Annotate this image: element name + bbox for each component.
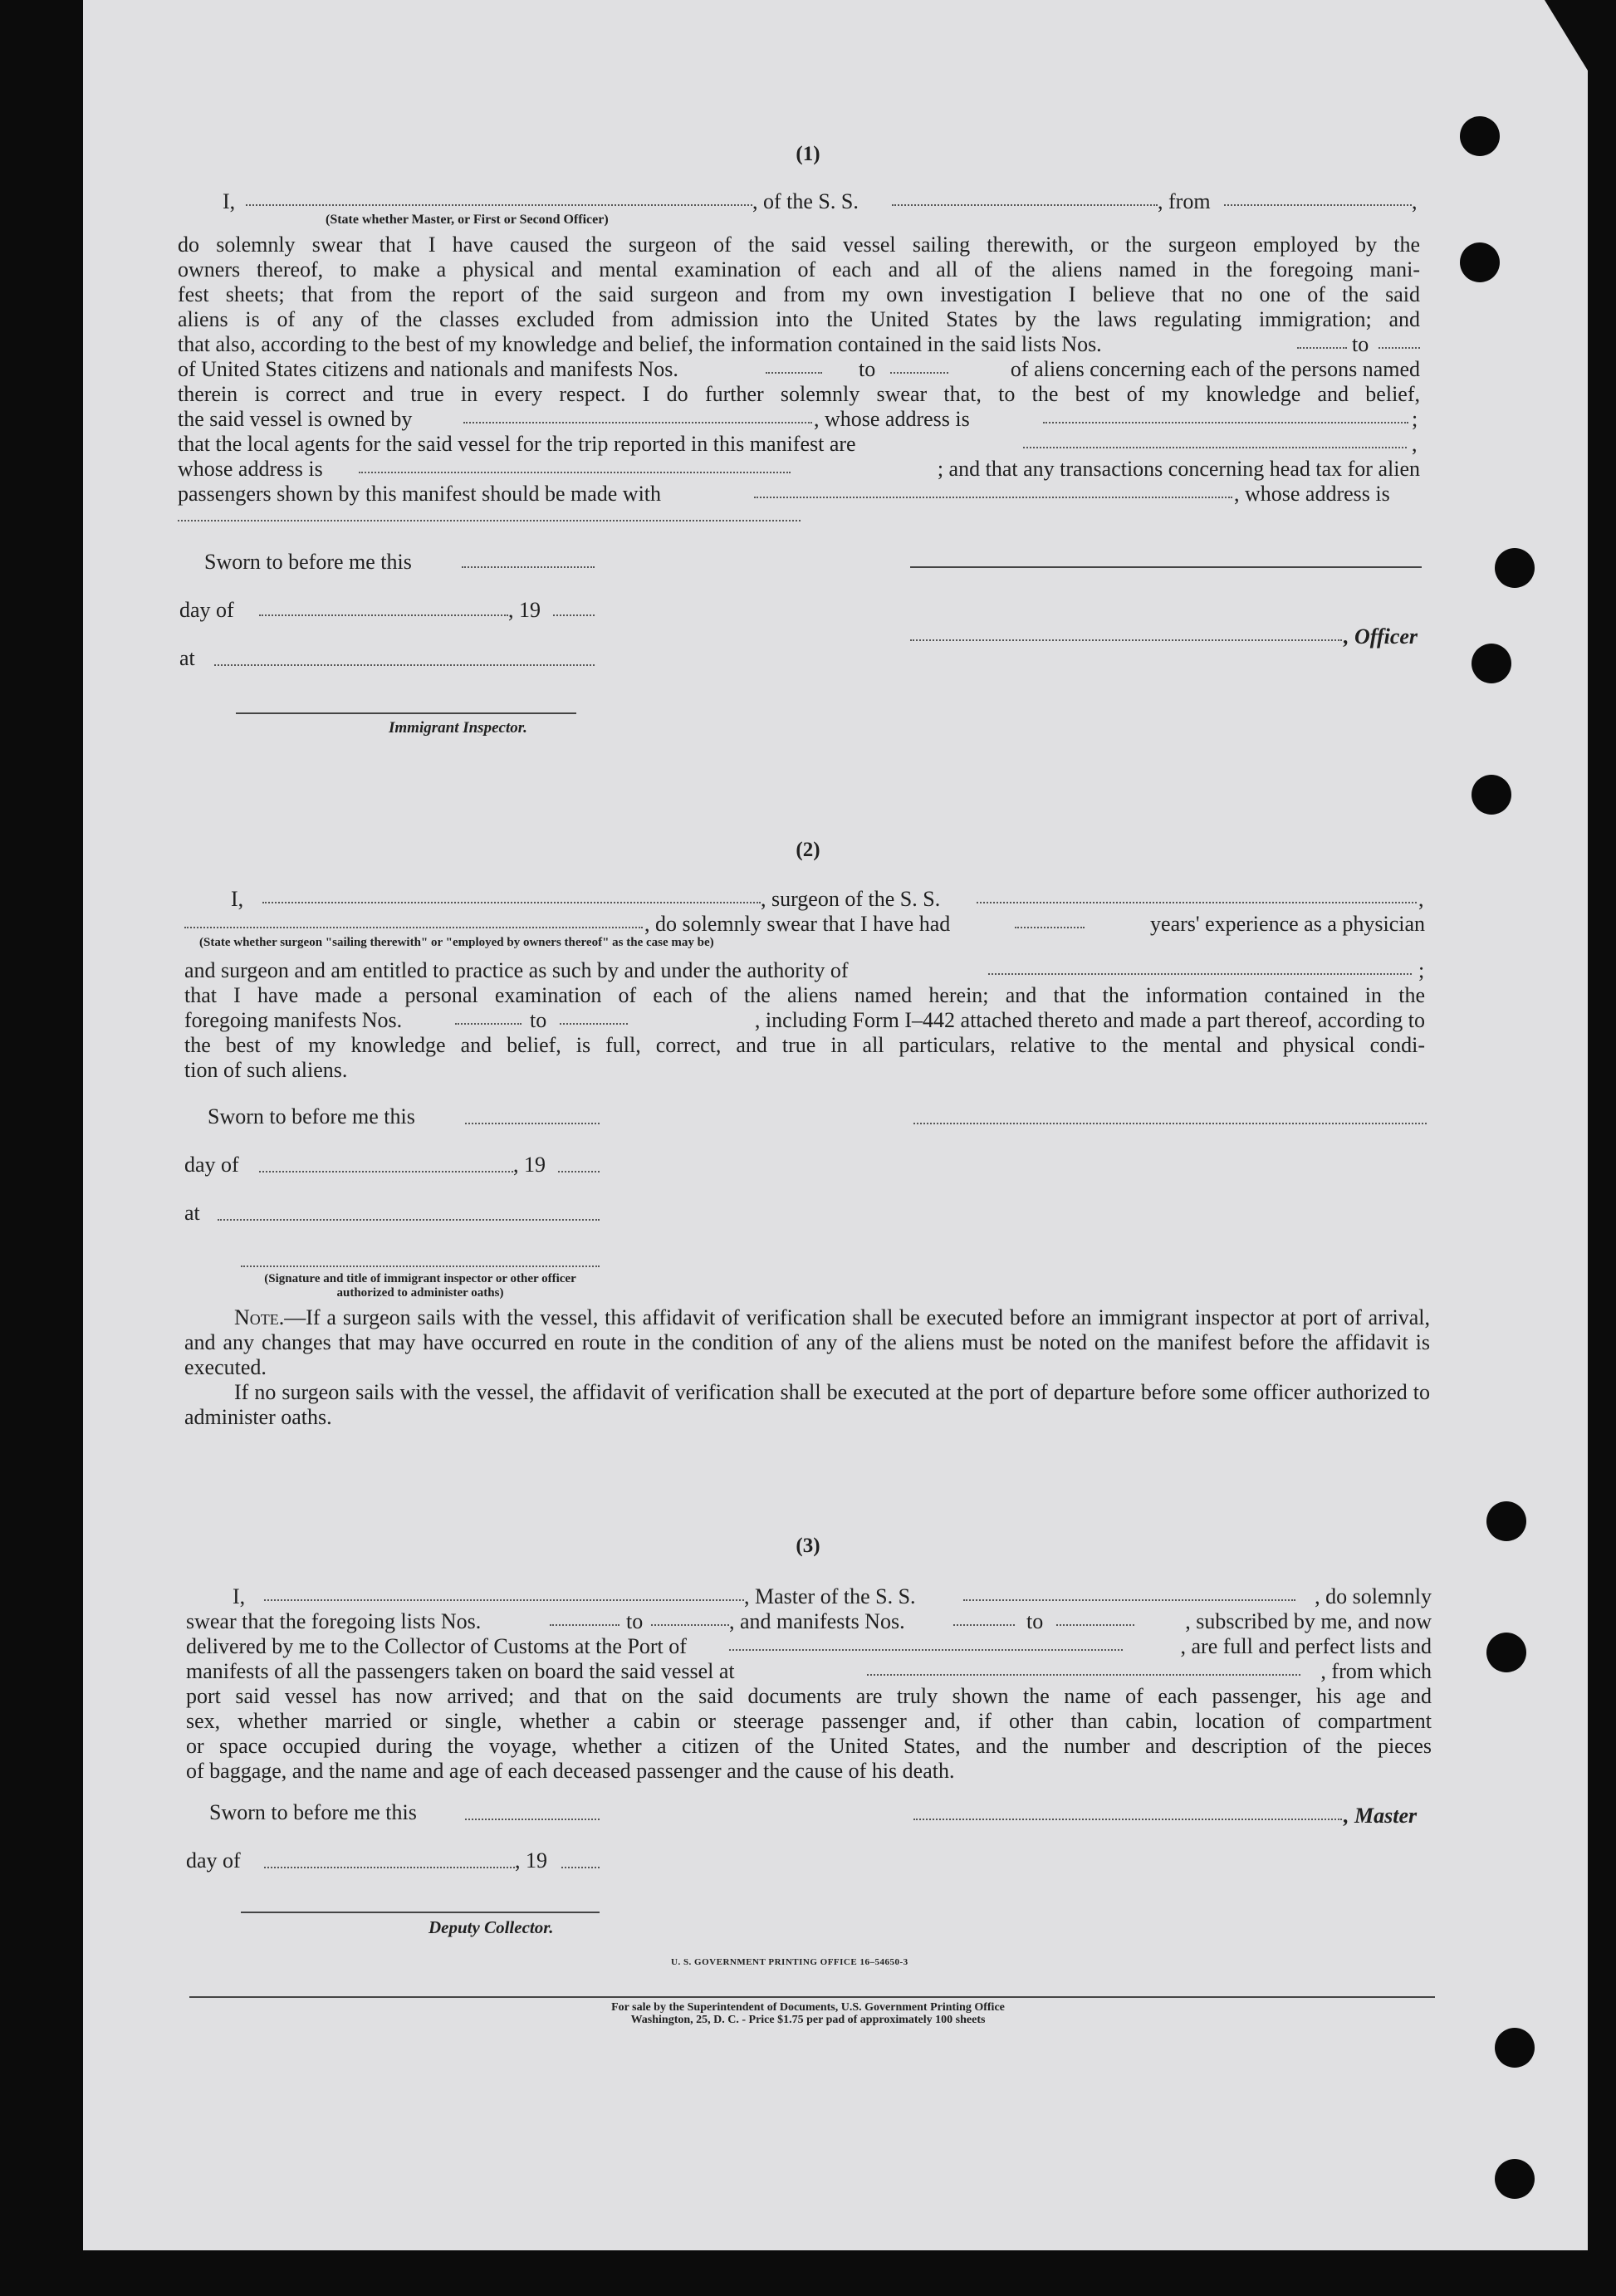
s1-agents-address-field[interactable] (359, 472, 791, 473)
section-1-number: (1) (796, 143, 820, 165)
s1-line-8a: the said vessel is owned by (178, 407, 413, 431)
s3-line-2c: , and manifests Nos. (729, 1609, 905, 1633)
s1-line-6-to: to (859, 357, 876, 381)
note-text-1: —If a surgeon sails with the vessel, this affidavit of verification shall be executed before an immigrant inspector at port of arrival, and any changes that may have occurred en route in the condition of any of the aliens must be noted on the manifest before the affidavit is executed. (184, 1305, 1430, 1379)
s2-line-3-to: to (530, 1008, 547, 1032)
s3-sworn: Sworn to before me this (209, 1800, 417, 1824)
s1-i: I, (223, 189, 236, 213)
s2-manifests-to-field[interactable] (560, 1023, 628, 1025)
s1-officer-caption: (State whether Master, or First or Second Officer) (326, 213, 609, 227)
s2-comma: , (1418, 887, 1424, 911)
s1-comma: , (1412, 189, 1418, 213)
s1-headtax-address-field[interactable] (178, 520, 801, 521)
s3-master-signature-line[interactable] (913, 1819, 1342, 1820)
s2-i: I, (231, 887, 244, 911)
s3-year-field[interactable] (561, 1867, 600, 1868)
printing-office-imprint: U. S. GOVERNMENT PRINTING OFFICE 16–54650-3 (671, 1957, 908, 1967)
s2-line-2: that I have made a personal examination of each of the aliens named herein; and that the information contained in the (184, 983, 1425, 1007)
s3-boarding-port-field[interactable] (867, 1674, 1300, 1676)
section-2-number: (2) (796, 839, 820, 861)
s1-from-field[interactable] (1224, 204, 1412, 206)
s3-line-4a: manifests of all the passengers taken on board the said vessel at (186, 1659, 735, 1683)
footer-rule (189, 1996, 1435, 1998)
s3-solemnly: , do solemnly (1315, 1584, 1432, 1608)
s1-owner-address-field[interactable] (1043, 422, 1408, 423)
s1-semicolon: ; (1412, 407, 1418, 431)
s3-line-8: of baggage, and the name and age of each deceased passenger and the cause of his death. (186, 1759, 955, 1783)
s1-officer-title-line[interactable] (910, 639, 1342, 641)
s1-line-11b: , whose address is (1234, 482, 1390, 506)
s3-lists-to-field[interactable] (651, 1624, 729, 1626)
s1-ship-field[interactable] (892, 204, 1158, 206)
s2-at: at (184, 1201, 200, 1225)
s1-comma-2: , (1412, 432, 1418, 456)
s1-line-7: therein is correct and true in every respect. I do further solemnly swear that, to the best of my knowledge and belief, (178, 382, 1420, 406)
s2-surgeon-signature-line[interactable] (913, 1123, 1427, 1124)
s1-officer-field[interactable] (246, 204, 752, 206)
s2-surgeon-of: , surgeon of the S. S. (761, 887, 941, 911)
punch-hole (1495, 2159, 1535, 2199)
s1-line-8b: , whose address is (814, 407, 970, 431)
s1-year-field[interactable] (553, 614, 595, 616)
s3-master-name-field[interactable] (264, 1599, 744, 1601)
s3-line-3a: delivered by me to the Collector of Customs at the Port of (186, 1634, 687, 1658)
s3-deputy-label: Deputy Collector. (428, 1917, 554, 1937)
s1-inspector-label: Immigrant Inspector. (389, 719, 527, 737)
s2-day-field[interactable] (259, 1171, 513, 1172)
note-label: Note. (234, 1305, 285, 1329)
s2-nineteen: , 19 (513, 1153, 546, 1177)
s2-sworn: Sworn to before me this (208, 1104, 415, 1128)
s3-manifests-to-field[interactable] (1056, 1624, 1134, 1626)
s3-master-label: , Master (1344, 1804, 1418, 1828)
footer-sale-2: Washington, 25, D. C. - Price $1.75 per pad of approximately 100 sheets (630, 2014, 986, 2026)
s1-line-4: aliens is of any of the classes excluded from admission into the United States by the laws regulating immigration; and (178, 307, 1420, 331)
s1-nineteen: , 19 (508, 598, 541, 622)
s1-sworn: Sworn to before me this (204, 550, 412, 574)
s1-at-field[interactable] (214, 664, 595, 666)
s3-port-field[interactable] (729, 1649, 1123, 1651)
s3-sworn-field[interactable] (465, 1819, 600, 1820)
s1-line-10b: ; and that any transactions concerning head tax for alien (937, 457, 1420, 481)
s1-inspector-signature-line[interactable] (236, 712, 576, 714)
s3-deputy-signature-line[interactable] (241, 1912, 600, 1913)
s2-dayof: day of (184, 1153, 239, 1177)
punch-hole (1495, 548, 1535, 588)
punch-hole (1460, 242, 1500, 282)
s2-inspector-signature-line[interactable] (241, 1265, 600, 1267)
section-3-number: (3) (796, 1535, 820, 1557)
s1-from: , from (1158, 189, 1211, 213)
s1-line-6a: of United States citizens and nationals and manifests Nos. (178, 357, 678, 381)
s3-line-4b: , from which (1320, 1659, 1432, 1683)
s1-line-5-to: to (1352, 332, 1369, 356)
s1-agents-field[interactable] (1023, 447, 1407, 448)
s3-nineteen: , 19 (515, 1848, 547, 1873)
s3-lists-from-field[interactable] (550, 1624, 619, 1626)
s2-authority-field[interactable] (988, 973, 1412, 975)
s2-years: years' experience as a physician (1150, 912, 1425, 936)
s3-manifests-from-field[interactable] (953, 1624, 1015, 1626)
s2-ship-field[interactable] (977, 902, 1417, 903)
s1-at: at (179, 646, 195, 670)
s1-line-10a: whose address is (178, 457, 323, 481)
s3-line-2e: , subscribed by me, and now (1185, 1609, 1432, 1633)
footer-sale-1: For sale by the Superintendent of Documents, U.S. Government Printing Office (611, 2001, 1005, 2014)
s2-signature-caption: (Signature and title of immigrant inspector or other officer authorized to administer oaths) (264, 1272, 576, 1300)
s2-manifests-from-field[interactable] (455, 1023, 522, 1025)
s3-dayof: day of (186, 1848, 241, 1873)
s2-surgeon-name-field[interactable] (262, 902, 761, 903)
s2-year-field[interactable] (558, 1171, 600, 1172)
s2-sailing-caption: (State whether surgeon "sailing therewith" or "employed by owners thereof" as the case may be) (199, 936, 714, 949)
s3-line-3b: , are full and perfect lists and (1180, 1634, 1432, 1658)
s1-headtax-field[interactable] (754, 497, 1232, 498)
s3-ship-field[interactable] (963, 1599, 1295, 1601)
punch-hole (1472, 775, 1511, 815)
s3-line-2-to: to (626, 1609, 644, 1633)
s2-note (184, 1305, 1430, 1430)
s1-line-9: that the local agents for the said vessel for the trip reported in this manifest are (178, 432, 856, 456)
s1-lists-to-field[interactable] (1378, 347, 1420, 349)
s1-officer-signature-line[interactable] (910, 566, 1422, 568)
s3-master-of: , Master of the S. S. (744, 1584, 916, 1608)
s2-line-3a: foregoing manifests Nos. (184, 1008, 403, 1032)
note-text-2: If no surgeon sails with the vessel, the affidavit of verification shall be executed at the port of departure before some officer authorized to administer oaths. (184, 1380, 1430, 1429)
s3-line-2-to-2: to (1026, 1609, 1044, 1633)
punch-hole (1486, 1633, 1526, 1672)
s1-line-11a: passengers shown by this manifest should be made with (178, 482, 662, 506)
s3-day-field[interactable] (264, 1867, 515, 1868)
s1-sworn-field[interactable] (462, 566, 595, 568)
s3-line-2a: swear that the foregoing lists Nos. (186, 1609, 482, 1633)
s2-swear: , do solemnly swear that I have had (644, 912, 951, 936)
s1-day-field[interactable] (259, 614, 508, 616)
s1-line-3: fest sheets; that from the report of the said surgeon and from my own investigation I believe that no one of the said (178, 282, 1420, 306)
s1-line-1: do solemnly swear that I have caused the surgeon of the said vessel sailing therewith, or the surgeon employed by the (178, 233, 1420, 257)
s1-line-6c: of aliens concerning each of the persons named (1010, 357, 1420, 381)
s1-manifests-from-field[interactable] (766, 372, 822, 374)
s1-owner-field[interactable] (463, 422, 812, 423)
s1-dayof: day of (179, 598, 234, 622)
s3-i: I, (233, 1584, 246, 1608)
s3-line-6: sex, whether married or single, whether a cabin or steerage passenger and, if other than cabin, location of compartment (186, 1709, 1432, 1733)
s2-years-field[interactable] (1015, 927, 1085, 928)
s2-line-4: the best of my knowledge and belief, is full, correct, and true in all particulars, relative to the mental and physical condi- (184, 1033, 1425, 1057)
s2-semicolon: ; (1418, 958, 1425, 982)
s2-line-3c: , including Form I–442 attached thereto and made a part thereof, according to (754, 1008, 1425, 1032)
punch-hole (1495, 2028, 1535, 2068)
s2-line-5: tion of such aliens. (184, 1058, 348, 1082)
s1-line-2: owners thereof, to make a physical and mental examination of each and all of the aliens named in the foregoing mani- (178, 257, 1420, 281)
s2-sailing-field[interactable] (184, 927, 643, 928)
s2-line-1: and surgeon and am entitled to practice as such by and under the authority of (184, 958, 849, 982)
s3-line-7: or space occupied during the voyage, whether a citizen of the United States, and the number and description of the pieces (186, 1734, 1432, 1758)
s2-at-field[interactable] (218, 1219, 600, 1221)
s1-of-ss: , of the S. S. (752, 189, 859, 213)
s1-officer-label: , Officer (1344, 624, 1418, 649)
s1-lists-from-field[interactable] (1297, 347, 1347, 349)
s3-line-5: port said vessel has now arrived; and that on the said documents are truly shown the name of each passenger, his age and (186, 1684, 1432, 1708)
s2-sworn-field[interactable] (465, 1123, 600, 1124)
punch-hole (1472, 644, 1511, 683)
s1-line-5: that also, according to the best of my knowledge and belief, the information contained in the said lists Nos. (178, 332, 1102, 356)
